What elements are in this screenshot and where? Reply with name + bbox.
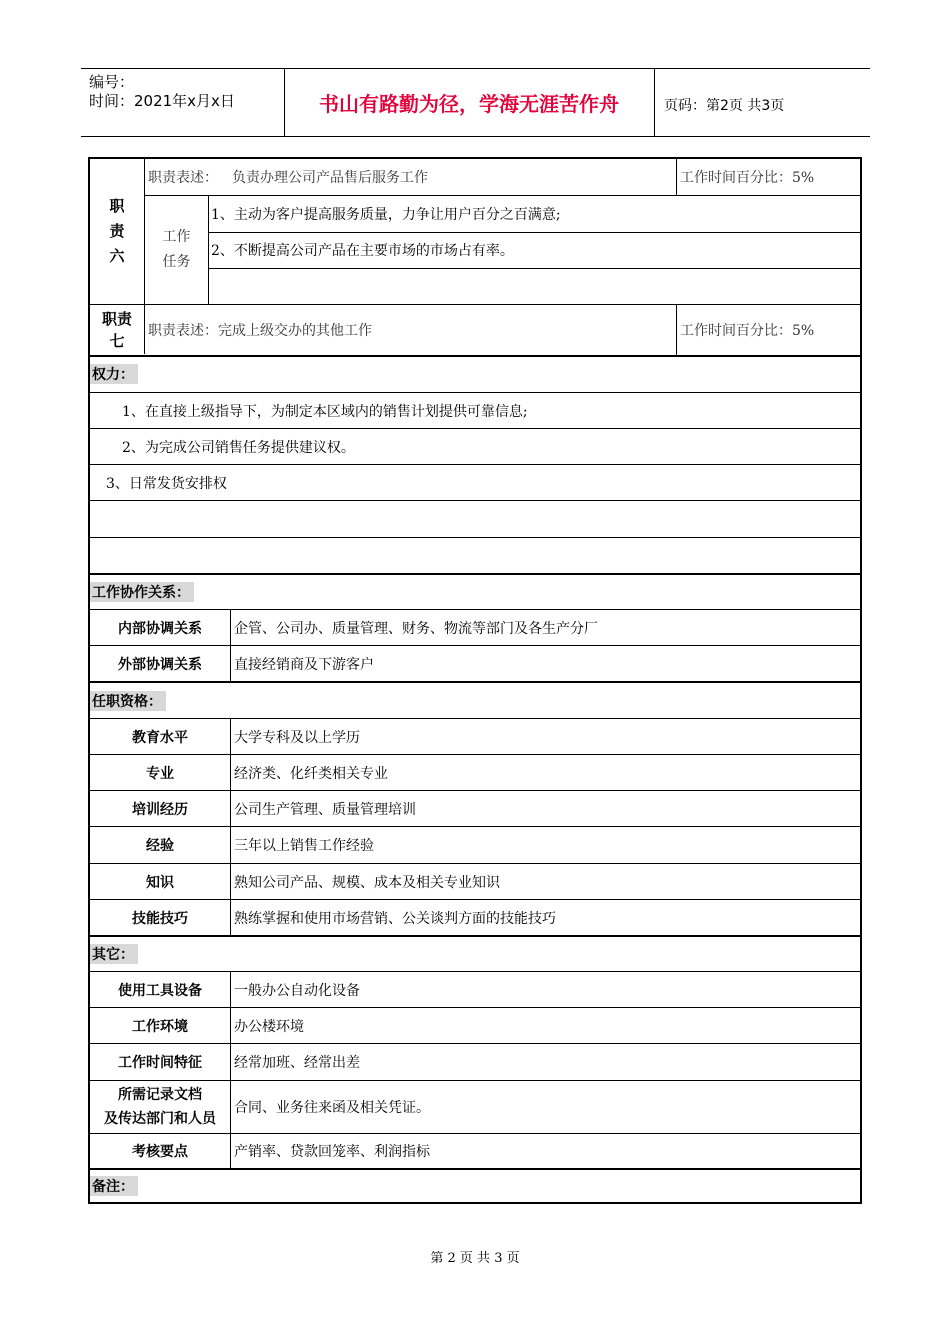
cooperation-value-internal: 企管、公司办、质量管理、财务、物流等部门及各生产分厂 [234,620,598,637]
page-header [81,68,870,137]
qualification-value: 大学专科及以上学历 [234,729,360,746]
other-value: 经常加班、经常出差 [234,1055,360,1071]
header-page-label: 页码：第2页 共3页 [664,98,785,114]
other-value: 一般办公自动化设备 [234,982,360,999]
page-footer: 第 2 页 共 3 页 [430,1251,520,1266]
duty6-task-3 [209,268,861,304]
duty7-label: 职责 七 [101,310,132,350]
duty6-task-1: 1、主动为客户提高服务质量，力争让用户百分之百满意; [211,207,561,223]
job-description-form [88,157,862,1204]
cooperation-header [90,575,862,609]
qualification-label: 教育水平 [132,729,188,746]
other-value: 合同、业务往来函及相关凭证。 [234,1100,430,1116]
other-value: 办公楼环境 [234,1018,304,1035]
remarks-title: 备注： [90,1176,138,1196]
divider [676,304,677,355]
number-label: 编号： [89,73,135,91]
duty7-desc: 职责表述：完成上级交办的其他工作 [148,323,372,339]
duty6-desc-row [146,159,676,195]
other-label: 工作时间特征 [118,1055,202,1071]
header-divider [654,69,655,136]
cooperation-title: 工作协作关系： [90,582,194,602]
other-value: 产销率、贷款回笼率、利润指标 [234,1144,430,1160]
duty6-tasks-label: 工作 任务 [162,229,191,270]
qualification-title: 任职资格： [90,691,166,711]
divider [230,971,231,1168]
authority-header [90,357,862,391]
qualification-value: 公司生产管理、质量管理培训 [234,801,416,818]
other-header [90,937,862,971]
cooperation-label-external: 外部协调关系 [118,656,202,673]
duty6-label: 职 责 六 [109,197,125,265]
cooperation-label-internal: 内部协调关系 [118,620,202,637]
header-motto: 书山有路勤为径，学海无涯苦作舟 [319,92,619,116]
qualification-label: 知识 [146,874,174,891]
authority-item-2: 2、为完成公司销售任务提供建议权。 [122,439,355,456]
qualification-value: 三年以上销售工作经验 [234,838,374,854]
authority-title: 权力： [90,364,138,384]
other-label: 考核要点 [132,1144,188,1160]
qualification-header [90,683,862,718]
duty6-desc: 负责办理公司产品售后服务工作 [232,170,428,186]
duty6-percent: 工作时间百分比：5% [680,170,815,186]
time-label: 时间：2021年x月x日 [89,92,235,110]
header-meta [89,73,235,111]
other-label: 使用工具设备 [118,982,202,999]
qualification-label: 经验 [146,838,174,854]
qualification-label: 技能技巧 [132,910,188,927]
qualification-value: 熟练掌握和使用市场营销、公关谈判方面的技能技巧 [234,910,556,927]
remarks-header [90,1170,862,1202]
qualification-value: 经济类、化纤类相关专业 [234,765,388,782]
divider [676,159,677,195]
other-label: 所需记录文档 及传达部门和人员 [104,1087,216,1127]
cooperation-value-external: 直接经销商及下游客户 [234,656,374,673]
qualification-value: 熟知公司产品、规模、成本及相关专业知识 [234,874,500,891]
divider [90,537,862,538]
divider [90,500,862,501]
qualification-label: 培训经历 [132,801,188,818]
qualification-label: 专业 [146,765,174,782]
other-title: 其它： [90,944,138,964]
duty7-percent: 工作时间百分比：5% [680,323,815,339]
duty6-desc-label: 职责表述： [148,170,218,186]
duty6-task-2: 2、不断提高公司产品在主要市场的市场占有率。 [211,243,514,259]
other-label: 工作环境 [132,1018,188,1035]
authority-item-1: 1、在直接上级指导下，为制定本区域内的销售计划提供可靠信息; [122,403,528,420]
authority-item-3: 3、日常发货安排权 [106,475,227,492]
